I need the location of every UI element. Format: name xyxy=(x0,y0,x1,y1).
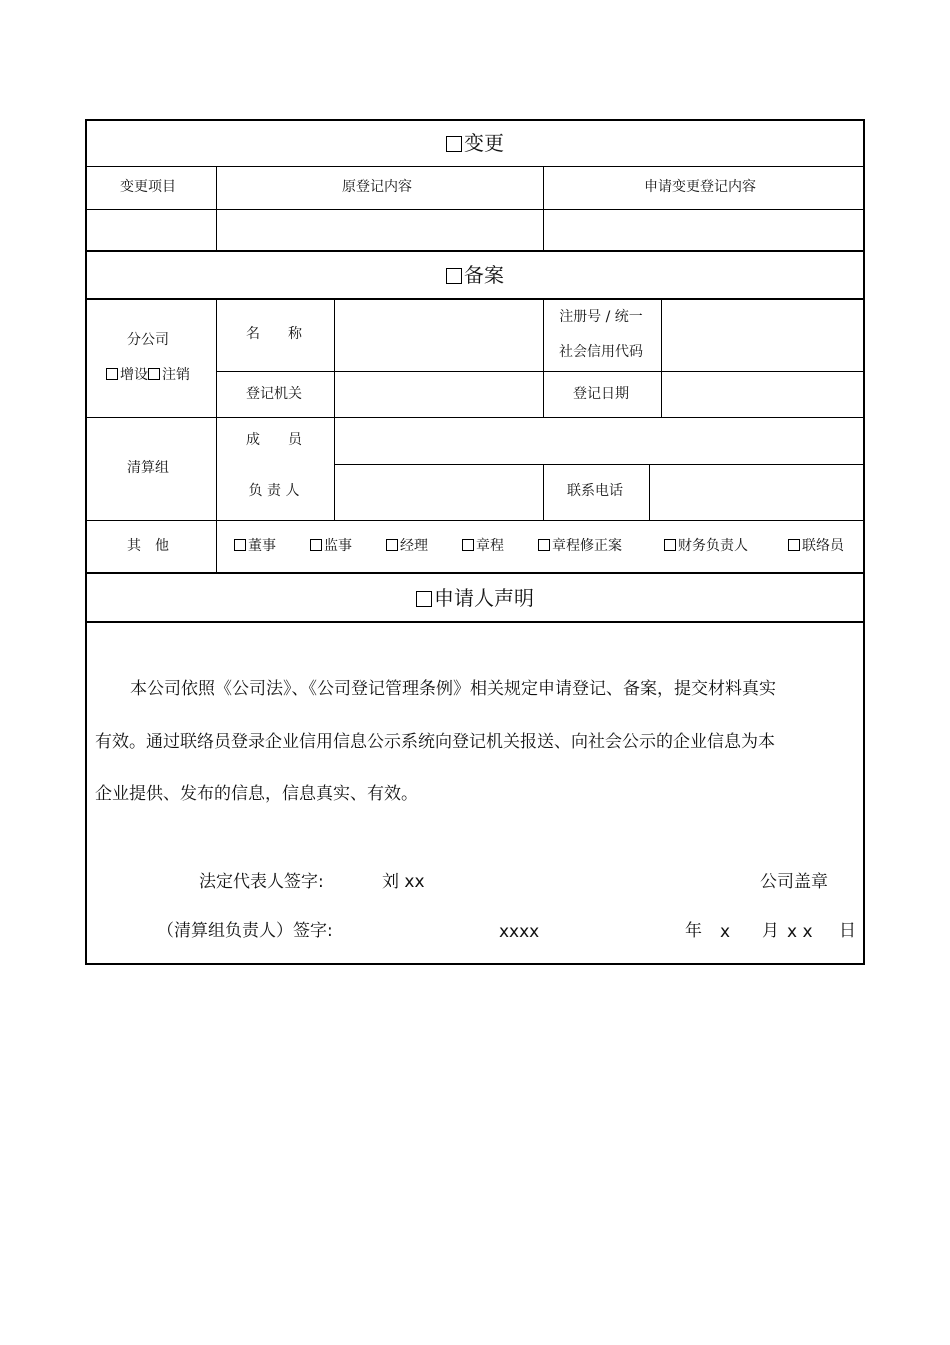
other-option-label: 财务负责人 xyxy=(678,538,748,554)
other-option[interactable] xyxy=(462,538,504,554)
change-title-text: 变更 xyxy=(464,131,504,155)
col-divider xyxy=(216,299,217,572)
month-label: 月 xyxy=(762,921,779,941)
change-item-cell[interactable] xyxy=(87,210,216,250)
reg-date-label: 登记日期 xyxy=(573,386,629,402)
change-checkbox[interactable] xyxy=(446,136,462,152)
authority-field[interactable] xyxy=(335,372,543,417)
other-option[interactable] xyxy=(664,538,748,554)
col-divider xyxy=(543,464,544,521)
branch-add-checkbox[interactable] xyxy=(106,368,118,380)
new-content-cell[interactable] xyxy=(544,210,864,250)
other-option[interactable] xyxy=(310,538,352,554)
branch-label: 分公司 xyxy=(127,332,169,348)
registration-form-table xyxy=(85,119,865,965)
legal-rep-sign-value[interactable]: 刘 xx xyxy=(382,872,425,892)
branch-options xyxy=(106,367,190,383)
col-divider xyxy=(543,299,544,417)
reg-number-field[interactable] xyxy=(662,300,864,370)
day-label: 日 xyxy=(839,921,856,941)
other-label: 其 他 xyxy=(127,538,169,554)
other-option-label: 监事 xyxy=(324,538,352,554)
checkbox[interactable] xyxy=(310,539,322,551)
liquidation-sign-label: （清算组负责人）签字: xyxy=(157,921,333,941)
original-content-cell[interactable] xyxy=(217,210,543,250)
legal-rep-sign-label: 法定代表人签字: xyxy=(199,872,324,892)
day-value[interactable]: x x xyxy=(787,922,813,942)
divider xyxy=(87,621,863,623)
other-option[interactable] xyxy=(538,538,622,554)
other-option-label: 章程 xyxy=(476,538,504,554)
checkbox[interactable] xyxy=(386,539,398,551)
change-item-header: 变更项目 xyxy=(120,179,176,195)
declaration-text-line2: 有效。通过联络员登录企业信用信息公示系统向登记机关报送、向社会公示的企业信息为本 xyxy=(95,732,775,752)
checkbox[interactable] xyxy=(234,539,246,551)
year-label: 年 xyxy=(685,921,702,941)
filing-section-title xyxy=(446,264,504,286)
branch-add-label: 增设 xyxy=(120,367,148,383)
new-content-header: 申请变更登记内容 xyxy=(644,179,756,195)
phone-label: 联系电话 xyxy=(567,483,623,499)
liquidation-sign-value[interactable]: xxxx xyxy=(499,922,540,942)
branch-cancel-label: 注销 xyxy=(162,367,190,383)
checkbox[interactable] xyxy=(538,539,550,551)
checkbox[interactable] xyxy=(788,539,800,551)
original-content-header: 原登记内容 xyxy=(342,179,412,195)
declaration-text-line1: 本公司依照《公司法》、《公司登记管理条例》相关规定申请登记、备案，提交材料真实 xyxy=(130,679,776,699)
other-option-label: 章程修正案 xyxy=(552,538,622,554)
reg-number-label-line2: 社会信用代码 xyxy=(559,344,643,360)
reg-number-label-line1: 注册号 / 统一 xyxy=(559,309,643,325)
branch-name-field[interactable] xyxy=(335,300,543,370)
leader-label: 负 责 人 xyxy=(248,483,300,499)
branch-name-label: 名 称 xyxy=(246,326,302,342)
declaration-checkbox[interactable] xyxy=(416,591,432,607)
other-option[interactable] xyxy=(386,538,428,554)
divider xyxy=(87,520,863,521)
divider xyxy=(87,166,863,167)
checkbox[interactable] xyxy=(664,539,676,551)
company-seal-label: 公司盖章 xyxy=(760,872,828,892)
other-option-label: 董事 xyxy=(248,538,276,554)
members-field[interactable] xyxy=(335,418,864,463)
phone-field[interactable] xyxy=(650,465,864,520)
leader-field[interactable] xyxy=(335,465,543,520)
filing-title-text: 备案 xyxy=(464,263,504,287)
branch-cancel-checkbox[interactable] xyxy=(148,368,160,380)
authority-label: 登记机关 xyxy=(246,386,302,402)
other-option-label: 联络员 xyxy=(802,538,844,554)
other-option-label: 经理 xyxy=(400,538,428,554)
declaration-title-text: 申请人声明 xyxy=(434,586,534,610)
reg-date-field[interactable] xyxy=(662,372,864,417)
divider xyxy=(87,572,863,574)
declaration-text-line3: 企业提供、发布的信息，信息真实、有效。 xyxy=(95,784,418,804)
filing-checkbox[interactable] xyxy=(446,268,462,284)
year-value[interactable]: x xyxy=(720,922,731,942)
liquidation-label: 清算组 xyxy=(127,460,169,476)
change-section-title xyxy=(446,132,504,154)
other-option[interactable] xyxy=(234,538,276,554)
members-label: 成 员 xyxy=(246,432,302,448)
declaration-section-title xyxy=(416,587,534,609)
other-option[interactable] xyxy=(788,538,844,554)
divider xyxy=(87,250,863,252)
checkbox[interactable] xyxy=(462,539,474,551)
